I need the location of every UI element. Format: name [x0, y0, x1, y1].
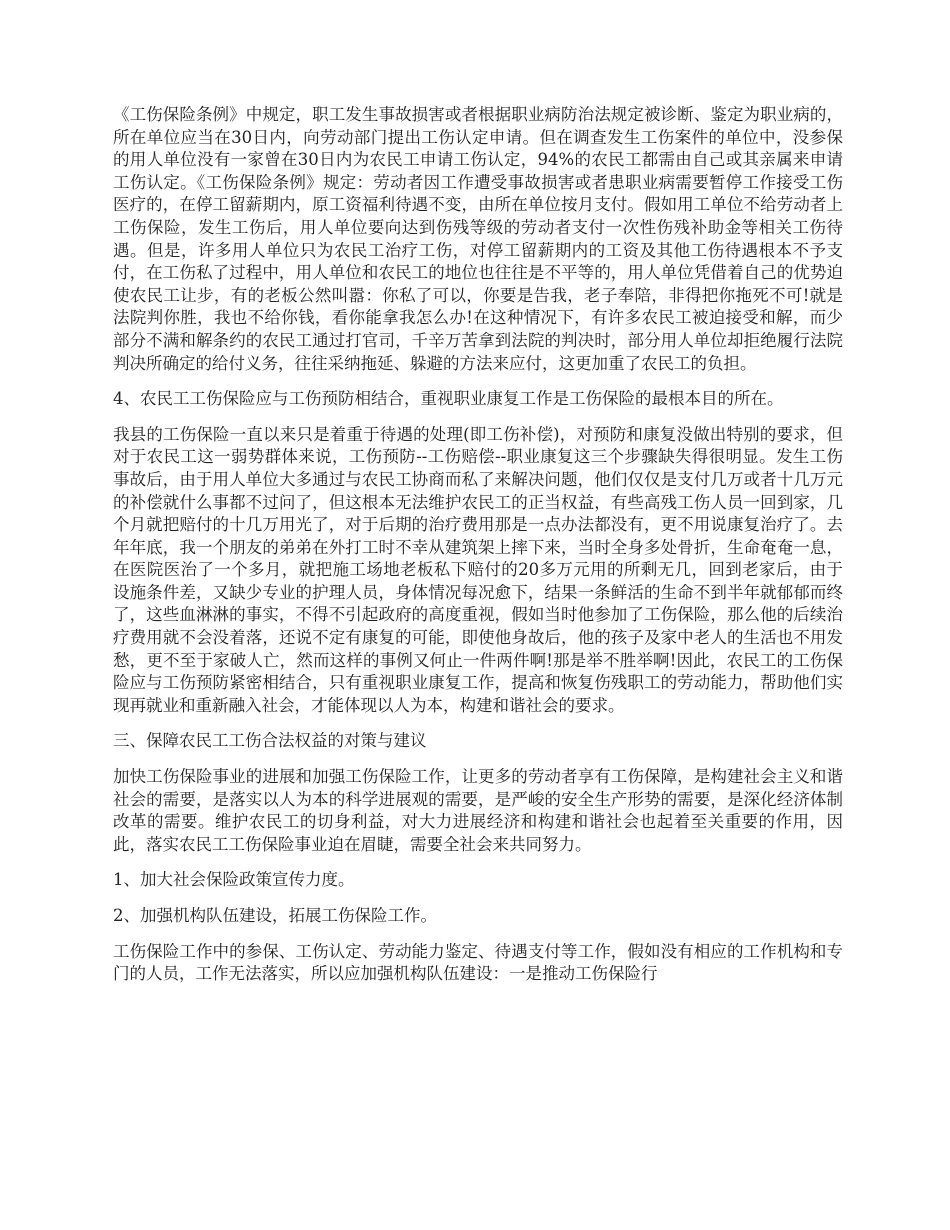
- paragraph-county-insurance: 我县的工伤保险一直以来只是着重于待遇的处理(即工伤补偿)，对预防和康复没做出特别的要求，但对于农民工这一弱势群体来说，工伤预防--工伤赔偿--职业康复这三个步骤缺失得很明显。发生工伤事故后，由于用人单位大多通过与农民工协商而私了来解决问题，他们仅仅是支付几万或者十几万元的补偿就什么事都不过问了，但这根本无法维护农民工的正当权益，有些高残工伤人员一回到家，几个月就把赔付的十几万用光了，对于后期的治疗费用那是一点办法都没有，更不用说康复治疗了。去年年底，我一个朋友的弟弟在外打工时不幸从建筑架上摔下来，当时全身多处骨折，生命奄奄一息，在医院医治了一个多月，就把施工场地老板私下赔付的20多万元用的所剩无几，回到老家后，由于设施条件差，又缺少专业的护理人员，身体情况每况愈下，结果一条鲜活的生命不到半年就郁郁而终了，这些血淋淋的事实，不得不引起政府的高度重视，假如当时他参加了工伤保险，那么他的后续治疗费用就不会没着落，还说不定有康复的可能，即使他身故后，他的孩子及家中老人的生活也不用发愁，更不至于家破人亡，然而这样的事例又何止一件两件啊!那是举不胜举啊!因此，农民工的工伤保险应与工伤预防紧密相结合，只有重视职业康复工作，提高和恢复伤残职工的劳动能力，帮助他们实现再就业和重新融入社会，才能体现以人为本，构建和谐社会的要求。: [113, 424, 843, 715]
- paragraph-regulation: 《工伤保险条例》中规定，职工发生事故损害或者根据职业病防治法规定被诊断、鉴定为职业病的，所在单位应当在30日内，向劳动部门提出工伤认定申请。但在调查发生工伤案件的单位中，没参保的用人单位没有一家曾在30日内为农民工申请工伤认定，94%的农民工都需由自己或其亲属来申请工伤认定。《工伤保险条例》规定：劳动者因工作遭受事故损害或者患职业病需要暂停工作接受工伤医疗的，在停工留薪期内，原工资福利待遇不变，由所在单位按月支付。假如用工单位不给劳动者上工伤保险，发生工伤后，用人单位要向达到伤残等级的劳动者支付一次性伤残补助金等相关工伤待遇。但是，许多用人单位只为农民工治疗工伤，对停工留薪期内的工资及其他工伤待遇根本不予支付，在工伤私了过程中，用人单位和农民工的地位也往往是不平等的，用人单位凭借着自己的优势迫使农民工让步，有的老板公然叫嚣：你私了可以，你要是告我，老子奉陪，非得把你拖死不可!就是法院判你胜，我也不给你钱，看你能拿我怎么办!在这种情况下，有许多农民工被迫接受和解，而少部分不满和解条约的农民工通过打官司，千辛万苦拿到法院的判决时，部分用人单位却拒绝履行法院判决所确定的给付义务，往往采纳拖延、躲避的方法来应付，这更加重了农民工的负担。: [113, 105, 843, 373]
- list-item-2: 2、加强机构队伍建设，拓展工伤保险工作。: [113, 906, 437, 925]
- heading-point-4: 4、农民工工伤保险应与工伤预防相结合，重视职业康复工作是工伤保险的最根本目的所在。: [113, 389, 784, 409]
- paragraph-institution: 工伤保险工作中的参保、工伤认定、劳动能力鉴定、待遇支付等工作，假如没有相应的工作机构和专门的人员，工作无法落实，所以应加强机构队伍建设：一是推动工伤保险行: [113, 941, 843, 984]
- document-body: [113, 104, 843, 999]
- section-heading-3: 三、保障农民工工伤合法权益的对策与建议: [113, 731, 427, 751]
- list-item-1: 1、加大社会保险政策宣传力度。: [113, 870, 355, 890]
- paragraph-development: 加快工伤保险事业的进展和加强工伤保险工作，让更多的劳动者享有工伤保障，是构建社会主义和谐社会的需要，是落实以人为本的科学进展观的需要，是严峻的安全生产形势的需要，是深化经济体制改革的需要。维护农民工的切身利益，对大力进展经济和构建和谐社会也起着至关重要的作用，因此，落实农民工工伤保险事业迫在眉睫，需要全社会来共同努力。: [113, 767, 843, 854]
